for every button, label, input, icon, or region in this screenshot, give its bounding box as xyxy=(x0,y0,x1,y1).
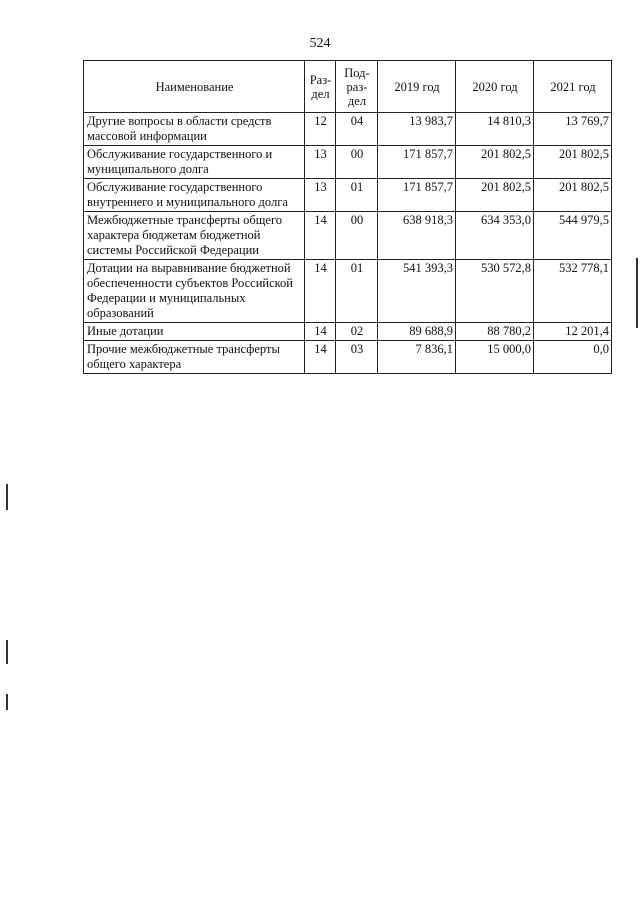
row-section: 13 xyxy=(305,146,336,179)
table-row xyxy=(84,146,612,179)
row-subsection: 01 xyxy=(336,179,378,212)
table-row xyxy=(84,113,612,146)
budget-table xyxy=(83,60,612,374)
row-2020: 88 780,2 xyxy=(456,323,534,341)
table-row xyxy=(84,341,612,374)
table-row xyxy=(84,323,612,341)
row-name: Прочие межбюджетные трансферты общего характера xyxy=(84,341,305,374)
row-2020: 15 000,0 xyxy=(456,341,534,374)
header-section: Раз-дел xyxy=(305,61,336,113)
header-2019: 2019 год xyxy=(378,61,456,113)
row-name: Обслуживание государственного и муниципального долга xyxy=(84,146,305,179)
row-2020: 634 353,0 xyxy=(456,212,534,260)
row-subsection: 01 xyxy=(336,260,378,323)
row-name: Иные дотации xyxy=(84,323,305,341)
row-section: 13 xyxy=(305,179,336,212)
row-section: 14 xyxy=(305,341,336,374)
row-2020: 201 802,5 xyxy=(456,146,534,179)
header-2021: 2021 год xyxy=(534,61,612,113)
table-row xyxy=(84,260,612,323)
row-2021: 12 201,4 xyxy=(534,323,612,341)
table-header-row xyxy=(84,61,612,113)
scan-mark-left-2 xyxy=(6,640,8,664)
row-2021: 0,0 xyxy=(534,341,612,374)
scan-mark-right xyxy=(636,258,638,328)
row-section: 12 xyxy=(305,113,336,146)
row-2019: 171 857,7 xyxy=(378,146,456,179)
scan-mark-left-3 xyxy=(6,694,8,710)
row-section: 14 xyxy=(305,323,336,341)
row-section: 14 xyxy=(305,212,336,260)
row-name: Другие вопросы в области средств массовой информации xyxy=(84,113,305,146)
row-2019: 638 918,3 xyxy=(378,212,456,260)
table-row xyxy=(84,212,612,260)
row-2021: 13 769,7 xyxy=(534,113,612,146)
table-row xyxy=(84,179,612,212)
row-subsection: 00 xyxy=(336,146,378,179)
row-name: Дотации на выравнивание бюджетной обеспеченности субъектов Российской Федерации и муниципальных образований xyxy=(84,260,305,323)
header-name: Наименование xyxy=(84,61,305,113)
row-2021: 544 979,5 xyxy=(534,212,612,260)
row-2019: 171 857,7 xyxy=(378,179,456,212)
row-section: 14 xyxy=(305,260,336,323)
header-2020: 2020 год xyxy=(456,61,534,113)
row-2019: 7 836,1 xyxy=(378,341,456,374)
header-subsection: Под-раз-дел xyxy=(336,61,378,113)
scan-mark-left-1 xyxy=(6,484,8,510)
row-2021: 201 802,5 xyxy=(534,146,612,179)
row-subsection: 02 xyxy=(336,323,378,341)
row-2019: 541 393,3 xyxy=(378,260,456,323)
row-subsection: 03 xyxy=(336,341,378,374)
page-number: 524 xyxy=(309,36,331,51)
row-2019: 13 983,7 xyxy=(378,113,456,146)
row-2021: 201 802,5 xyxy=(534,179,612,212)
row-name: Межбюджетные трансферты общего характера бюджетам бюджетной системы Российской Федерации xyxy=(84,212,305,260)
row-subsection: 04 xyxy=(336,113,378,146)
row-2020: 530 572,8 xyxy=(456,260,534,323)
row-2019: 89 688,9 xyxy=(378,323,456,341)
row-2020: 201 802,5 xyxy=(456,179,534,212)
row-2020: 14 810,3 xyxy=(456,113,534,146)
row-2021: 532 778,1 xyxy=(534,260,612,323)
row-subsection: 00 xyxy=(336,212,378,260)
row-name: Обслуживание государственного внутреннего и муниципального долга xyxy=(84,179,305,212)
